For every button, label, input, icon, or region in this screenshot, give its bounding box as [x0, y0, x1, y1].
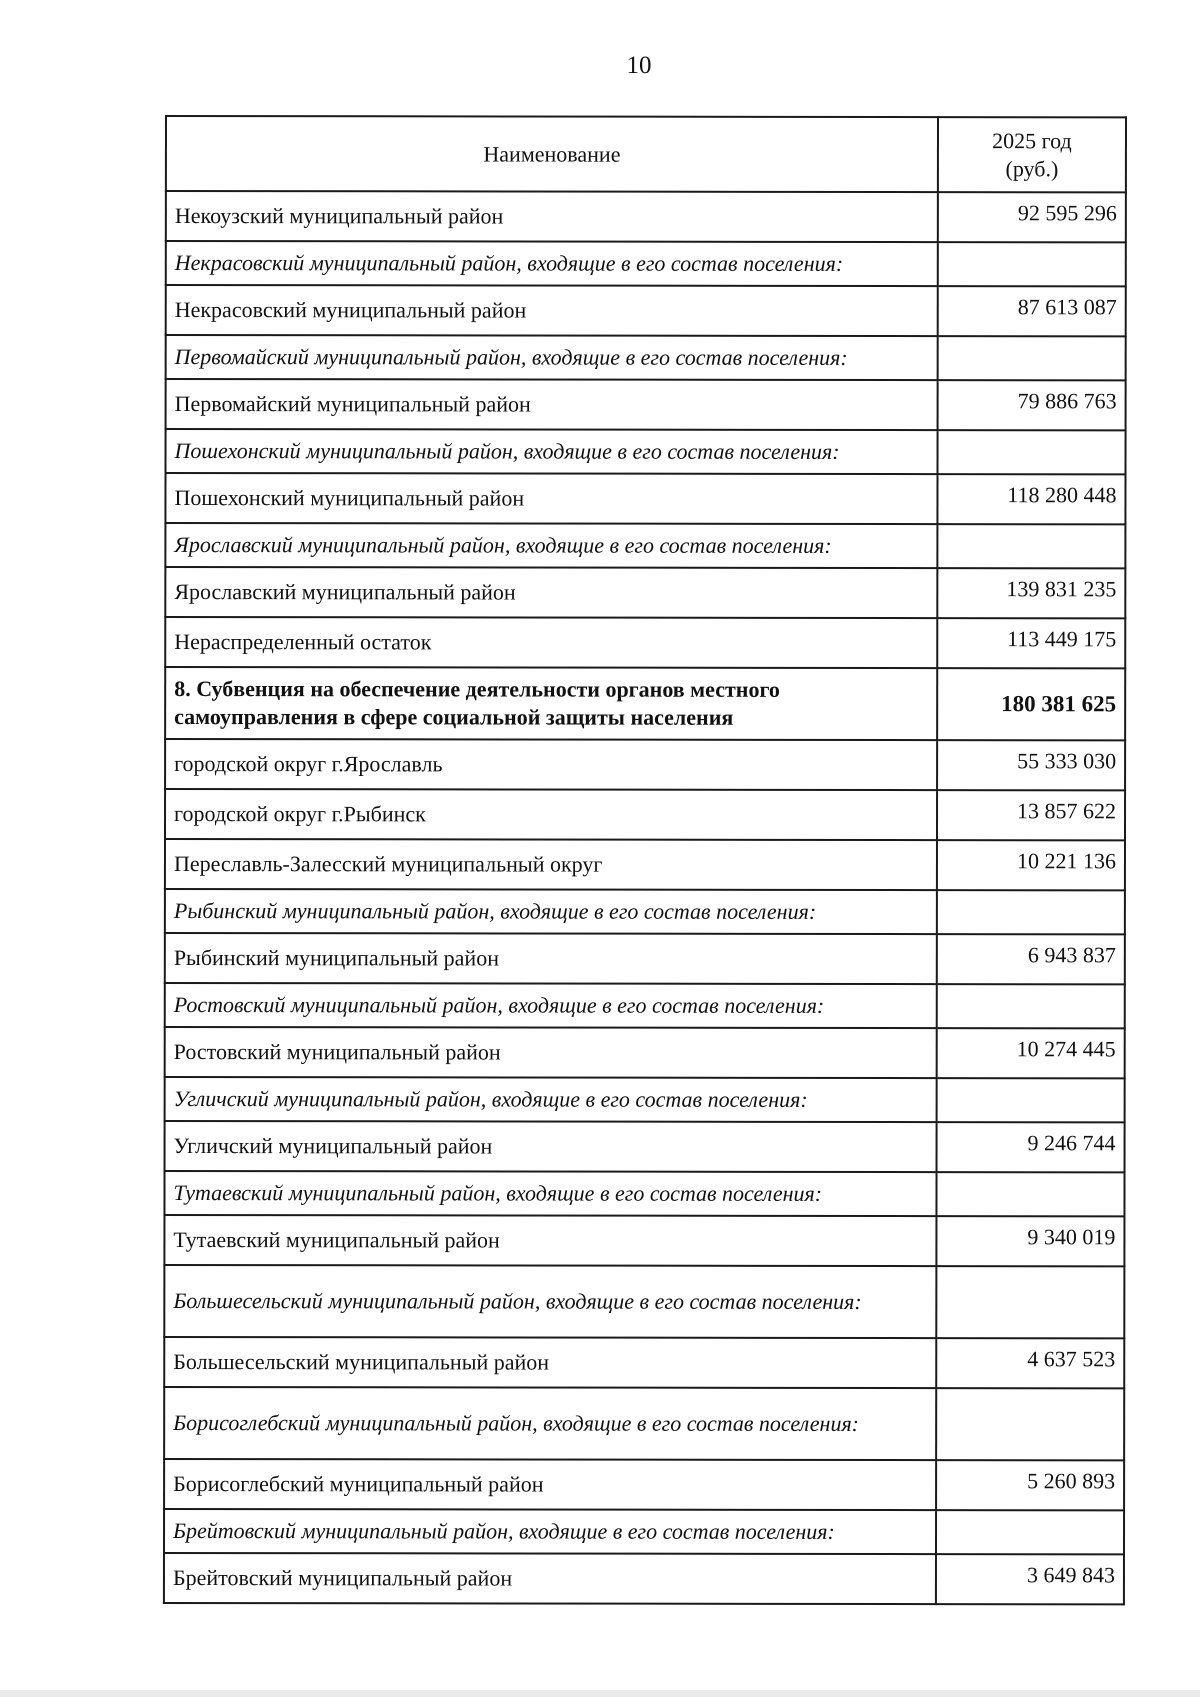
row-name: Большесельский муниципальный район: [164, 1337, 936, 1388]
row-name: Рыбинский муниципальный район, входящие в его состав поселения:: [165, 889, 937, 934]
row-amount: [938, 336, 1126, 380]
row-name: Некрасовский муниципальный район, входящие в его состав поселения:: [166, 241, 938, 286]
row-name: Угличский муниципальный район, входящие в его состав поселения:: [165, 1077, 937, 1122]
row-name: Борисоглебский муниципальный район: [164, 1459, 936, 1510]
row-name: Ярославский муниципальный район: [165, 567, 937, 618]
row-amount: [937, 1078, 1125, 1122]
row-name: Переславль-Залесский муниципальный округ: [165, 839, 937, 890]
row-amount: 118 280 448: [937, 474, 1125, 524]
table-row: [165, 839, 1125, 890]
row-name: Тутаевский муниципальный район: [164, 1215, 936, 1266]
table-group-header-row: [166, 429, 1126, 474]
row-amount: [936, 1266, 1124, 1338]
row-amount: 79 886 763: [938, 380, 1126, 430]
row-amount: 6 943 837: [937, 934, 1125, 984]
table-row: [165, 739, 1125, 790]
column-header-year: 2025 год: [992, 127, 1072, 153]
row-name: Брейтовский муниципальный район: [164, 1553, 936, 1604]
row-name: городской округ г.Ярославль: [165, 739, 937, 790]
row-amount: [937, 430, 1125, 474]
table-group-header-row: [165, 889, 1125, 934]
row-name: Борисоглебский муниципальный район, входящие в его состав поселения:: [164, 1387, 936, 1460]
table-row: [164, 1337, 1124, 1388]
row-amount: 180 381 625: [937, 668, 1125, 740]
table-row: [166, 285, 1126, 336]
row-amount: 5 260 893: [936, 1460, 1124, 1510]
table-group-header-row: [164, 1265, 1124, 1338]
table-row: [165, 617, 1125, 668]
table-body: [164, 191, 1126, 1604]
row-name: Тутаевский муниципальный район, входящие в его состав поселения:: [164, 1171, 936, 1216]
row-name: городской округ г.Рыбинск: [165, 789, 937, 840]
table-row: [165, 1121, 1125, 1172]
row-name: Первомайский муниципальный район, входящие в его состав поселения:: [166, 335, 938, 380]
row-name: Первомайский муниципальный район: [166, 379, 938, 430]
row-name: Угличский муниципальный район: [165, 1121, 937, 1172]
row-amount: [937, 890, 1125, 934]
row-name: Некрасовский муниципальный район: [166, 285, 938, 336]
table-row: [164, 1215, 1124, 1266]
row-amount: 139 831 235: [937, 568, 1125, 618]
row-amount: 13 857 622: [937, 790, 1125, 840]
table-row: [166, 191, 1126, 242]
row-name: Ростовский муниципальный район: [165, 1027, 937, 1078]
table-header-row: [166, 116, 1126, 192]
row-name: Большесельский муниципальный район, входящие в его состав поселения:: [164, 1265, 936, 1338]
table-group-header-row: [164, 1509, 1124, 1554]
row-name: Пошехонский муниципальный район, входящие в его состав поселения:: [166, 429, 938, 474]
row-name: Нераспределенный остаток: [165, 617, 937, 668]
row-amount: [937, 984, 1125, 1028]
table-section-row: [165, 667, 1125, 740]
table-row: [164, 1553, 1124, 1604]
column-header-name: Наименование: [166, 116, 938, 192]
page-number: 10: [626, 52, 652, 79]
table-row: [165, 789, 1125, 840]
table-row: [165, 1027, 1125, 1078]
row-name: 8. Субвенция на обеспечение деятельности органов местного самоуправления в сфере социальной защиты населения: [165, 667, 937, 740]
row-amount: [936, 1172, 1124, 1216]
row-amount: 3 649 843: [936, 1554, 1124, 1604]
row-amount: 9 340 019: [936, 1216, 1124, 1266]
scan-edge: [0, 1690, 1200, 1697]
row-amount: 87 613 087: [938, 286, 1126, 336]
row-name: Рыбинский муниципальный район: [165, 933, 937, 984]
row-amount: [937, 524, 1125, 568]
row-name: Пошехонский муниципальный район: [165, 473, 937, 524]
row-amount: 92 595 296: [938, 192, 1126, 242]
table-row: [164, 1459, 1124, 1510]
row-amount: [938, 242, 1126, 286]
row-amount: 4 637 523: [936, 1338, 1124, 1388]
row-amount: [936, 1388, 1124, 1460]
row-name: Ростовский муниципальный район, входящие в его состав поселения:: [165, 983, 937, 1028]
row-name: Брейтовский муниципальный район, входящие в его состав поселения:: [164, 1509, 936, 1554]
table-group-header-row: [165, 983, 1125, 1028]
row-name: Ярославский муниципальный район, входящие в его состав поселения:: [165, 523, 937, 568]
column-header-amount: [938, 117, 1126, 192]
row-amount: 113 449 175: [937, 618, 1125, 668]
row-amount: 10 221 136: [937, 840, 1125, 890]
row-amount: [936, 1510, 1124, 1554]
row-amount: 9 246 744: [937, 1122, 1125, 1172]
table-group-header-row: [164, 1387, 1124, 1460]
table-group-header-row: [164, 1171, 1124, 1216]
table-row: [165, 933, 1125, 984]
table-row: [165, 567, 1125, 618]
table-group-header-row: [166, 335, 1126, 380]
row-amount: 10 274 445: [937, 1028, 1125, 1078]
budget-table: [163, 115, 1127, 1605]
row-name: Некоузский муниципальный район: [166, 191, 938, 242]
table-row: [165, 473, 1125, 524]
column-header-unit: (руб.): [1005, 155, 1059, 181]
table-group-header-row: [166, 241, 1126, 286]
table-row: [166, 379, 1126, 430]
table-group-header-row: [165, 1077, 1125, 1122]
row-amount: 55 333 030: [937, 740, 1125, 790]
table-group-header-row: [165, 523, 1125, 568]
